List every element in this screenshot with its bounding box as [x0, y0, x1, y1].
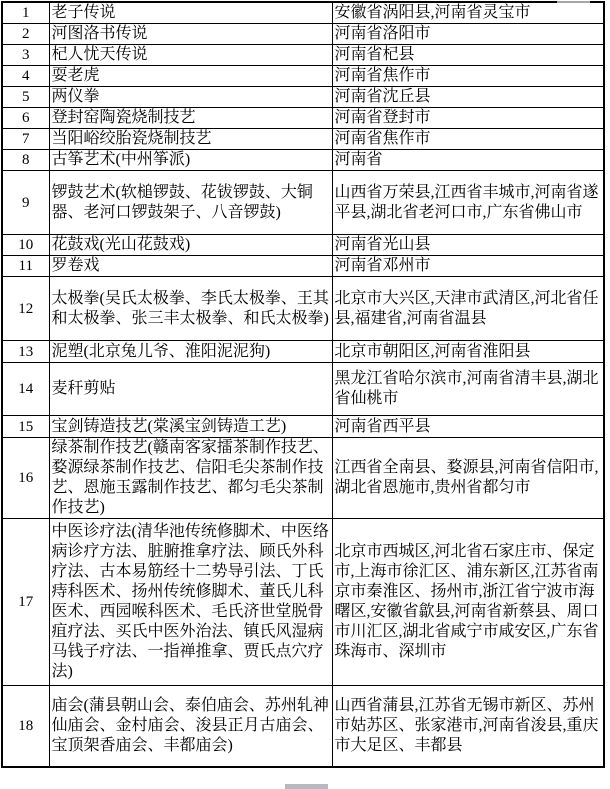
table-row — [2, 129, 604, 150]
scrollbar-fragment-top — [557, 1, 590, 3]
row-number-cell: 8 — [2, 150, 49, 171]
item-name-cell: 太极拳(吴氏太极拳、李氏太极拳、王其和太极拳、张三丰太极拳、和氏太极拳) — [49, 277, 332, 341]
table-row — [2, 45, 604, 66]
row-number-cell: 2 — [2, 24, 49, 45]
row-number-cell: 3 — [2, 45, 49, 66]
table-row — [2, 341, 604, 363]
item-name-cell: 罗卷戏 — [49, 256, 332, 277]
table-row — [2, 66, 604, 87]
row-number-cell: 15 — [2, 416, 49, 438]
table-row — [2, 686, 604, 767]
row-number-cell: 6 — [2, 108, 49, 129]
item-name-cell: 绿茶制作技艺(赣南客家擂茶制作技艺、婺源绿茶制作技艺、信阳毛尖茶制作技艺、恩施玉露制作技艺、都匀毛尖茶制作技艺) — [49, 438, 332, 519]
heritage-table-body — [2, 2, 604, 767]
table-row — [2, 235, 604, 256]
row-number-cell: 10 — [2, 235, 49, 256]
row-number-cell: 14 — [2, 363, 49, 416]
row-number-cell: 1 — [2, 2, 49, 24]
item-location-cell: 河南省 — [332, 150, 604, 171]
item-name-cell: 当阳峪绞胎瓷烧制技艺 — [49, 129, 332, 150]
item-name-cell: 耍老虎 — [49, 66, 332, 87]
item-location-cell: 北京市大兴区,天津市武清区,河北省任县,福建省,河南省温县 — [332, 277, 604, 341]
item-location-cell: 河南省洛阳市 — [332, 24, 604, 45]
item-name-cell: 泥塑(北京兔儿爷、淮阳泥泥狗) — [49, 341, 332, 363]
item-location-cell: 河南省焦作市 — [332, 66, 604, 87]
table-row — [2, 87, 604, 108]
row-number-cell: 5 — [2, 87, 49, 108]
row-number-cell: 17 — [2, 519, 49, 686]
item-name-cell: 中医诊疗法(清华池传统修脚术、中医络病诊疗方法、脏腑推拿疗法、顾氏外科疗法、古本易筋经十二势导引法、丁氏痔科医术、扬州传统修脚术、董氏儿科医术、西园喉科医术、毛氏济世堂脱骨疽疗法、买氏中医外治法、镇氏风湿病马钱子疗法、一指禅推拿、贾氏点穴疗法) — [49, 519, 332, 686]
item-name-cell: 麦秆剪贴 — [49, 363, 332, 416]
item-name-cell: 杞人忧天传说 — [49, 45, 332, 66]
item-location-cell: 河南省光山县 — [332, 235, 604, 256]
item-name-cell: 登封窑陶瓷烧制技艺 — [49, 108, 332, 129]
item-location-cell: 黑龙江省哈尔滨市,河南省清丰县,湖北省仙桃市 — [332, 363, 604, 416]
table-row — [2, 256, 604, 277]
item-name-cell: 老子传说 — [49, 2, 332, 24]
item-location-cell: 河南省邓州市 — [332, 256, 604, 277]
table-row — [2, 438, 604, 519]
item-location-cell: 河南省西平县 — [332, 416, 604, 438]
item-name-cell: 庙会(蒲县朝山会、泰伯庙会、苏州轧神仙庙会、金村庙会、浚县正月古庙会、宝顶架香庙会、丰都庙会) — [49, 686, 332, 767]
table-row — [2, 519, 604, 686]
item-name-cell: 古筝艺术(中州筝派) — [49, 150, 332, 171]
item-name-cell: 两仪拳 — [49, 87, 332, 108]
row-number-cell: 11 — [2, 256, 49, 277]
item-location-cell: 河南省沈丘县 — [332, 87, 604, 108]
item-name-cell: 花鼓戏(光山花鼓戏) — [49, 235, 332, 256]
table-row — [2, 416, 604, 438]
item-location-cell: 北京市西城区,河北省石家庄市、保定市,上海市徐汇区、浦东新区,江苏省南京市秦淮区、扬州市,浙江省宁波市海曙区,安徽省歙县,河南省新蔡县、周口市川汇区,湖北省咸宁市咸安区,广东省珠海市、深圳市 — [332, 519, 604, 686]
row-number-cell: 18 — [2, 686, 49, 767]
item-location-cell: 山西省万荣县,江西省丰城市,河南省遂平县,湖北省老河口市,广东省佛山市 — [332, 171, 604, 235]
row-number-cell: 13 — [2, 341, 49, 363]
heritage-table — [1, 1, 605, 768]
item-location-cell: 河南省登封市 — [332, 108, 604, 129]
row-number-cell: 9 — [2, 171, 49, 235]
row-number-cell: 4 — [2, 66, 49, 87]
scrollbar-fragment-bottom — [285, 784, 328, 789]
table-row — [2, 277, 604, 341]
item-location-cell: 北京市朝阳区,河南省淮阳县 — [332, 341, 604, 363]
table-row — [2, 363, 604, 416]
table-row — [2, 171, 604, 235]
table-row — [2, 108, 604, 129]
row-number-cell: 16 — [2, 438, 49, 519]
table-row — [2, 2, 604, 24]
item-name-cell: 河图洛书传说 — [49, 24, 332, 45]
item-location-cell: 安徽省涡阳县,河南省灵宝市 — [332, 2, 604, 24]
table-row — [2, 24, 604, 45]
item-location-cell: 河南省杞县 — [332, 45, 604, 66]
item-name-cell: 锣鼓艺术(软槌锣鼓、花钹锣鼓、大铜器、老河口锣鼓架子、八音锣鼓) — [49, 171, 332, 235]
item-location-cell: 河南省焦作市 — [332, 129, 604, 150]
item-name-cell: 宝剑铸造技艺(棠溪宝剑铸造工艺) — [49, 416, 332, 438]
row-number-cell: 7 — [2, 129, 49, 150]
table-row — [2, 150, 604, 171]
row-number-cell: 12 — [2, 277, 49, 341]
item-location-cell: 山西省蒲县,江苏省无锡市新区、苏州市姑苏区、张家港市,河南省浚县,重庆市大足区、丰都县 — [332, 686, 604, 767]
item-location-cell: 江西省全南县、婺源县,河南省信阳市,湖北省恩施市,贵州省都匀市 — [332, 438, 604, 519]
